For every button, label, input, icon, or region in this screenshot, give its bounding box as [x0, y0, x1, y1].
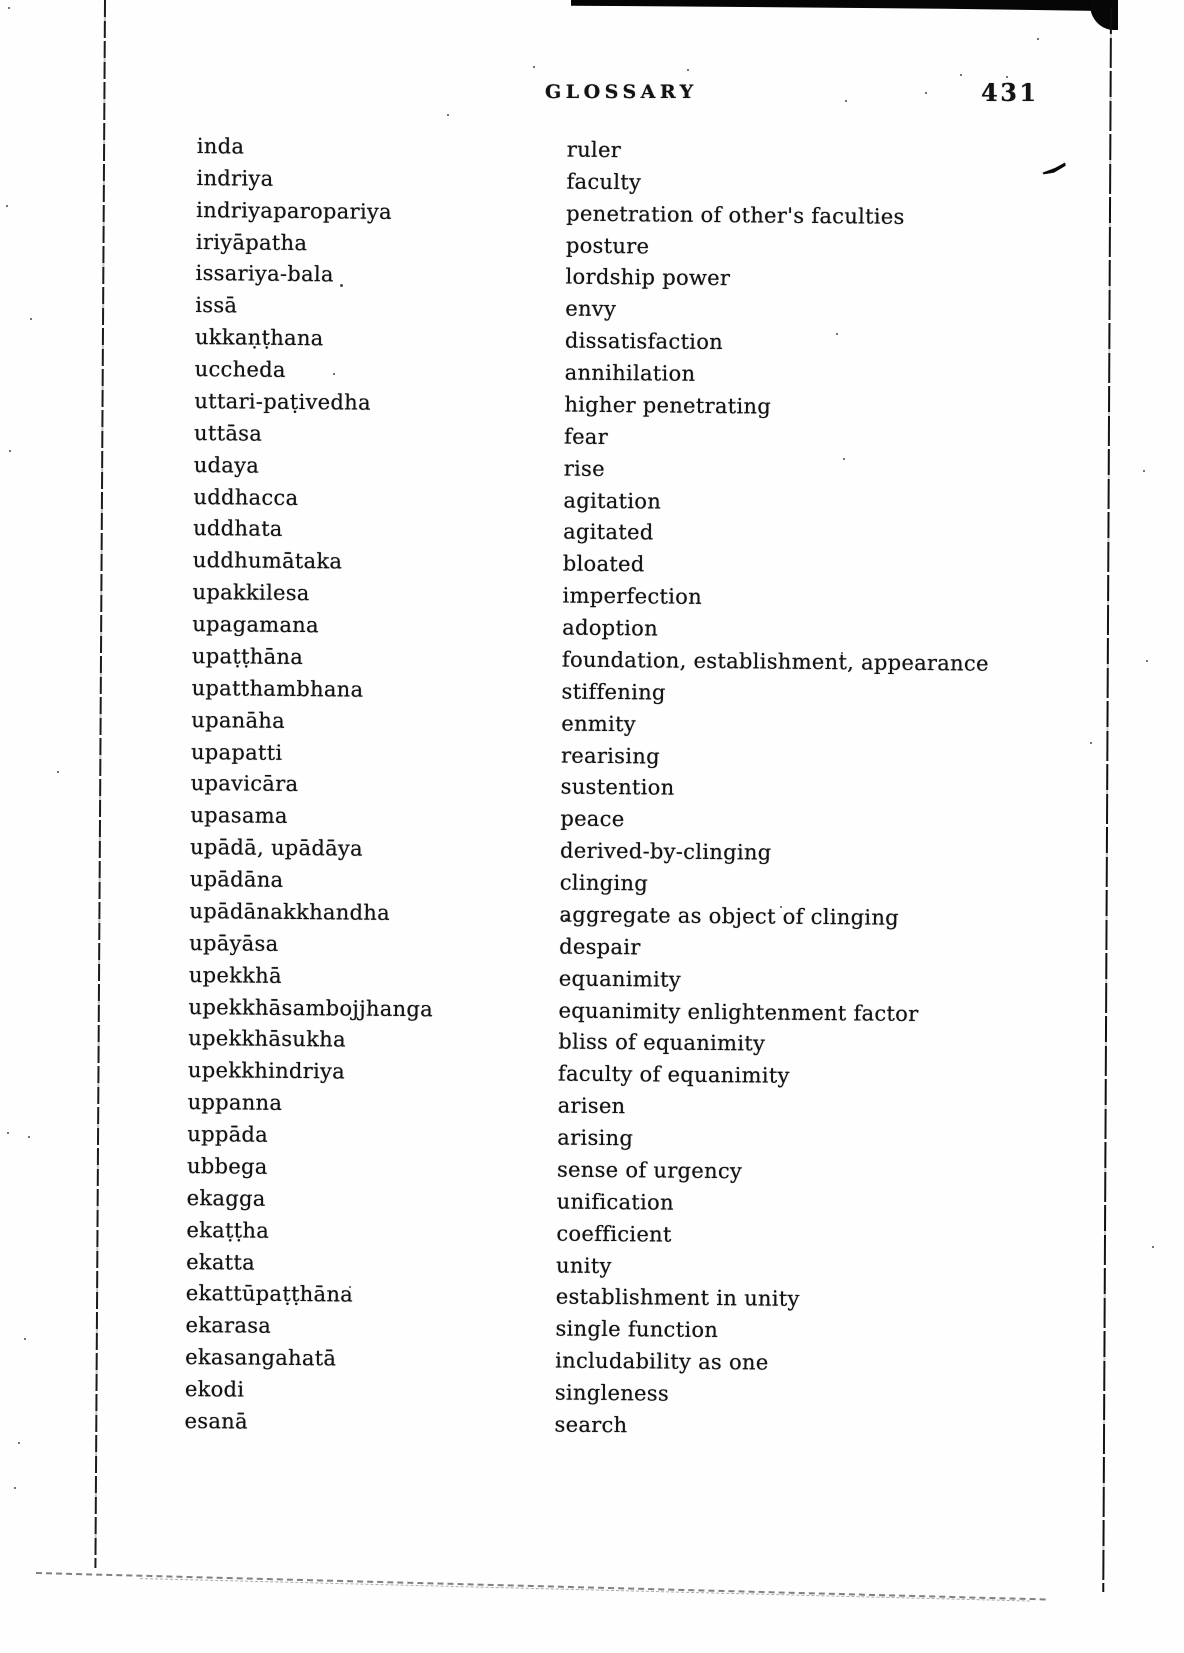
glossary-term: upavicāra: [190, 771, 299, 797]
glossary-definition: bliss of equanimity: [558, 1029, 766, 1056]
scan-speck: [533, 66, 535, 68]
scan-dashed-line-bottom-faint: [140, 1578, 1030, 1602]
glossary-term: upādāna: [189, 867, 284, 892]
glossary-term: ekodi: [184, 1377, 245, 1402]
glossary-definition: arising: [557, 1125, 634, 1151]
glossary-definition: faculty: [566, 169, 642, 195]
scan-speck: [24, 1338, 26, 1340]
glossary-term: udaya: [193, 452, 260, 478]
scan-speck: [18, 1442, 20, 1444]
glossary-definition: arisen: [557, 1093, 626, 1119]
glossary-term: upaṭṭhāna: [191, 643, 304, 669]
scan-speck: [1152, 1246, 1154, 1248]
glossary-definition: annihilation: [564, 360, 696, 386]
glossary-definition: unity: [556, 1253, 612, 1278]
scan-shadow-top-corner: [1090, 0, 1118, 30]
glossary-definition: envy: [565, 296, 617, 322]
glossary-term: upāyāsa: [189, 930, 279, 956]
glossary-term: upatthambhana: [191, 675, 364, 702]
glossary-definition: includability as one: [555, 1348, 769, 1375]
scan-speck: [8, 7, 10, 9]
glossary-definition: agitated: [563, 519, 654, 545]
page-title: GLOSSARY: [545, 81, 698, 103]
glossary-term: upasama: [190, 803, 288, 829]
glossary-term: ekaṭṭha: [186, 1217, 270, 1243]
glossary-definition: sense of urgency: [556, 1157, 743, 1184]
glossary-list: [184, 130, 993, 1444]
glossary-definition: clinging: [559, 870, 649, 896]
scan-speck: [960, 74, 962, 76]
scan-speck: [7, 1132, 9, 1134]
glossary-term: inda: [196, 133, 245, 159]
glossary-definition: posture: [565, 233, 650, 258]
glossary-term: ekattūpaṭṭhāna: [185, 1281, 354, 1307]
glossary-term: upapatti: [190, 739, 283, 765]
glossary-term: indriyaparopariya: [196, 197, 393, 224]
glossary-definition: foundation, establishment, appearance: [561, 647, 989, 676]
glossary-term: issā: [195, 293, 238, 318]
scan-edge-line-right: [1102, 8, 1112, 1592]
scan-shadow-top-bar: [571, 0, 1104, 11]
glossary-term: upakkilesa: [192, 580, 310, 606]
glossary-definition: enmity: [561, 711, 637, 736]
glossary-definition: imperfection: [562, 583, 703, 610]
glossary-term: ekatta: [186, 1249, 256, 1275]
glossary-term: uttāsa: [193, 420, 263, 446]
glossary-definition: penetration of other's faculties: [566, 201, 905, 229]
glossary-definition: single function: [555, 1316, 719, 1343]
glossary-definition: rearising: [560, 743, 661, 769]
glossary-definition: bloated: [562, 551, 645, 577]
glossary-definition: faculty of equanimity: [557, 1061, 790, 1089]
glossary-definition: ruler: [566, 137, 622, 163]
glossary-term: upekkhāsambojjhanga: [188, 994, 434, 1021]
glossary-definition: agitation: [563, 488, 662, 514]
glossary-term: upekkhindriya: [187, 1058, 346, 1084]
scan-speck: [925, 92, 927, 94]
glossary-definition: singleness: [554, 1380, 670, 1406]
scan-speck: [447, 114, 449, 116]
glossary-term: uddhacca: [193, 484, 299, 510]
glossary-definition: despair: [559, 934, 641, 960]
scan-speck: [6, 205, 8, 207]
glossary-term: iriyāpatha: [195, 229, 308, 255]
scan-speck: [1143, 470, 1145, 472]
page-number: 431: [981, 78, 1039, 107]
glossary-term: ukkaṇṭhana: [194, 325, 324, 351]
glossary-definition: rise: [563, 456, 606, 481]
glossary-term: upanāha: [191, 707, 286, 733]
scan-speck: [30, 318, 32, 320]
scan-edge-line-left: [94, 0, 105, 1568]
scan-speck: [687, 69, 689, 71]
glossary-term: ekasangahatā: [185, 1345, 337, 1371]
glossary-definition: equanimity enlightenment factor: [558, 998, 919, 1026]
glossary-definition: coefficient: [556, 1221, 672, 1247]
glossary-definition: aggregate as object of clinging: [559, 902, 900, 930]
glossary-definition: search: [554, 1412, 628, 1438]
glossary-term: upādānakkhandha: [189, 898, 391, 925]
glossary-term: ubbega: [186, 1153, 268, 1179]
glossary-definition: lordship power: [565, 264, 731, 291]
glossary-term: uppanna: [187, 1090, 283, 1116]
scan-speck: [1037, 38, 1039, 40]
glossary-term: uppāda: [187, 1122, 269, 1147]
glossary-definition: higher penetrating: [564, 392, 772, 419]
glossary-term: ekarasa: [185, 1313, 272, 1339]
glossary-definition: stiffening: [561, 679, 666, 705]
glossary-definition: establishment in unity: [555, 1284, 800, 1312]
glossary-definition: equanimity: [558, 966, 682, 992]
glossary-term: upādā, upādāya: [190, 835, 364, 861]
glossary-term: upekkhā: [188, 962, 283, 988]
glossary-term: upagamana: [192, 612, 320, 638]
glossary-definition: adoption: [562, 615, 659, 641]
glossary-term: uddhumātaka: [192, 548, 343, 574]
glossary-definition: derived-by-clinging: [559, 838, 772, 865]
pen-mark: [1041, 162, 1066, 174]
glossary-definition: peace: [560, 806, 625, 832]
glossary-term: ekagga: [186, 1185, 266, 1211]
glossary-term: uttari-paṭivedha: [194, 388, 371, 415]
scan-speck: [9, 450, 11, 452]
glossary-definition: sustention: [560, 774, 675, 801]
glossary-definition: fear: [563, 424, 609, 449]
glossary-term: indriya: [196, 165, 274, 191]
scan-speck: [1146, 660, 1148, 662]
glossary-definition: dissatisfaction: [564, 328, 724, 355]
scan-speck: [57, 771, 59, 773]
scan-speck: [14, 1487, 16, 1489]
glossary-term: uddhata: [193, 516, 283, 542]
glossary-term: issariya-bala: [195, 261, 334, 287]
scan-speck: [1090, 742, 1092, 744]
glossary-term: uccheda: [194, 357, 286, 382]
glossary-term: upekkhāsukha: [188, 1026, 346, 1052]
scan-speck: [28, 1136, 30, 1138]
scan-speck: [845, 100, 847, 102]
glossary-definition: unification: [556, 1189, 675, 1215]
glossary-term: esanā: [184, 1408, 249, 1434]
glossary-row: [184, 1405, 981, 1445]
